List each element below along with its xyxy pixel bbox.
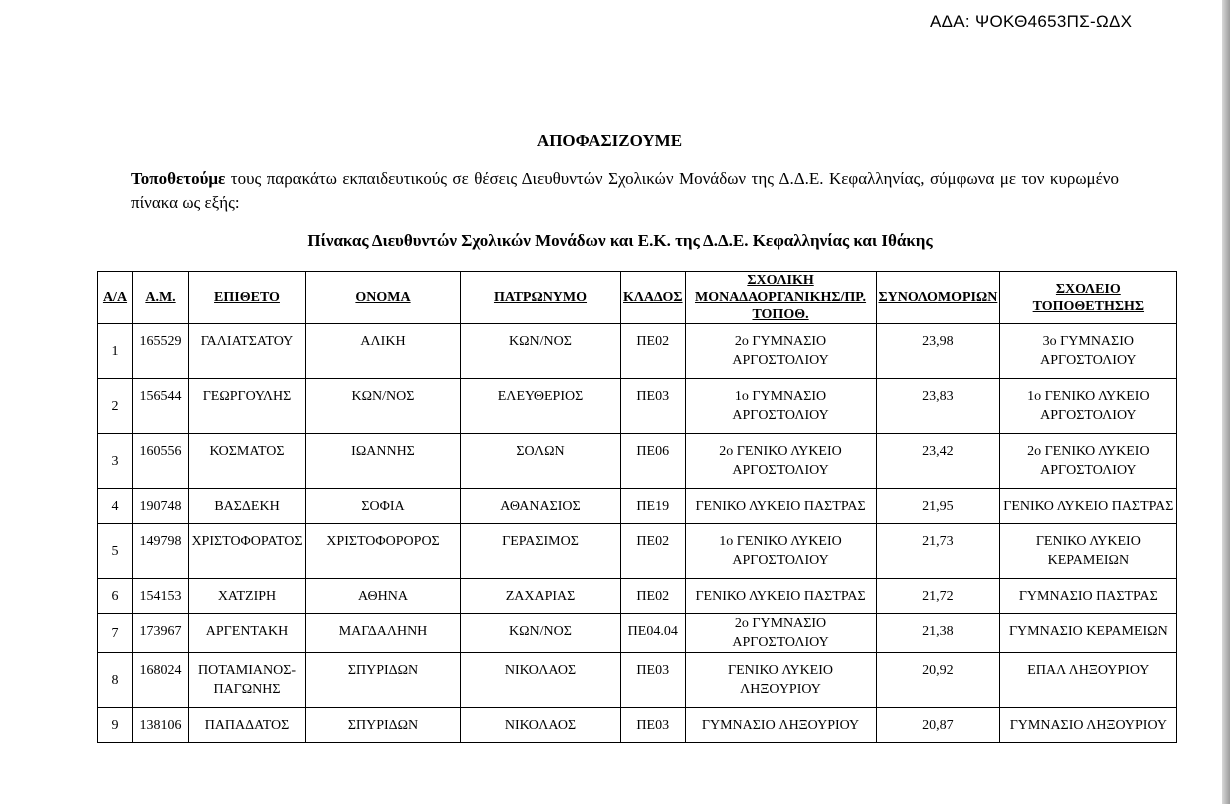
cell-placement: [1000, 524, 1177, 579]
table-row: [98, 653, 1177, 708]
cell-origin-line1: ΓΥΜΝΑΣΙΟ ΛΗΞΟΥΡΙΟΥ: [701, 717, 860, 733]
cell-surname: [189, 708, 306, 743]
table-header-row: [98, 272, 1177, 324]
cell-surname: [189, 434, 306, 489]
cell-am: 160556: [133, 434, 189, 489]
cell-surname: [189, 379, 306, 434]
cell-points: 21,72: [876, 579, 1000, 614]
cell-branch: ΠΕ02: [621, 324, 686, 379]
header-origin-line1: ΣΧΟΛΙΚΗ ΜΟΝΑΔΑ: [694, 273, 814, 305]
cell-placement-line1: ΕΠΑΛ ΛΗΞΟΥΡΙΟΥ: [1027, 663, 1150, 678]
cell-origin-line1: 1ο ΓΥΜΝΑΣΙΟ ΑΡΓΟΣΤΟΛΙΟΥ: [732, 389, 829, 423]
cell-am: 138106: [133, 708, 189, 743]
cell-surname-line2: ΠΑΓΩΝΗΣ: [213, 682, 281, 697]
header-branch: ΚΛΑΔΟΣ: [621, 272, 686, 324]
cell-points: 20,92: [876, 653, 1000, 708]
table-row: [98, 379, 1177, 434]
header-am: Α.Μ.: [133, 272, 189, 324]
cell-name: ΑΛΙΚΗ: [306, 324, 461, 379]
cell-aa: 5: [98, 524, 133, 579]
cell-origin-school: [685, 434, 876, 489]
cell-name: ΜΑΓΔΑΛΗΝΗ: [306, 614, 461, 653]
cell-placement-line1: 1ο ΓΕΝΙΚΟ ΛΥΚΕΙΟ: [1027, 389, 1150, 404]
cell-patronymic: ΕΛΕΥΘΕΡΙΟΣ: [461, 379, 621, 434]
cell-name: ΧΡΙΣΤΟΦΟΡΟΡΟΣ: [306, 524, 461, 579]
cell-surname: [189, 489, 306, 524]
cell-name: ΙΩΑΝΝΗΣ: [306, 434, 461, 489]
cell-origin-school: [685, 489, 876, 524]
cell-surname: [189, 524, 306, 579]
cell-surname-line1: ΓΑΛΙΑΤΣΑΤΟΥ: [200, 334, 294, 349]
cell-points: 20,87: [876, 708, 1000, 743]
header-origin-line2: ΟΡΓΑΝΙΚΗΣ/ΠΡ. ΤΟΠΟΘ.: [752, 290, 867, 322]
decision-heading: ΑΠΟΦΑΣΙΖΟΥΜΕ: [536, 131, 683, 150]
cell-patronymic: ΝΙΚΟΛΑΟΣ: [461, 708, 621, 743]
cell-aa: 1: [98, 324, 133, 379]
cell-placement-line1: ΓΕΝΙΚΟ ΛΥΚΕΙΟ: [1035, 534, 1141, 549]
cell-surname: [189, 579, 306, 614]
cell-branch: ΠΕ03: [621, 653, 686, 708]
cell-surname-line1: ΓΕΩΡΓΟΥΛΗΣ: [202, 389, 292, 404]
cell-placement-line1: ΓΥΜΝΑΣΙΟ ΛΗΞΟΥΡΙΟΥ: [1009, 718, 1167, 733]
cell-name: ΚΩΝ/ΝΟΣ: [306, 379, 461, 434]
cell-am: 190748: [133, 489, 189, 524]
cell-placement: [1000, 614, 1177, 653]
cell-am: 149798: [133, 524, 189, 579]
table-row: [98, 708, 1177, 743]
cell-origin-school: [685, 324, 876, 379]
cell-patronymic: ΝΙΚΟΛΑΟΣ: [461, 653, 621, 708]
cell-origin-school: [685, 708, 876, 743]
header-placement: ΣΧΟΛΕΙΟ ΤΟΠΟΘΕΤΗΣΗΣ: [1000, 272, 1177, 324]
cell-placement-line2: ΑΡΓΟΣΤΟΛΙΟΥ: [1040, 463, 1137, 478]
cell-name: ΣΟΦΙΑ: [306, 489, 461, 524]
cell-origin-line1: 2ο ΓΥΜΝΑΣΙΟ ΑΡΓΟΣΤΟΛΙΟΥ: [732, 334, 829, 368]
cell-origin-school: [685, 579, 876, 614]
cell-surname-line1: ΒΑΣΔΕΚΗ: [214, 499, 280, 514]
cell-patronymic: ΣΟΛΩΝ: [461, 434, 621, 489]
cell-am: 165529: [133, 324, 189, 379]
cell-placement-line1: 3ο ΓΥΜΝΑΣΙΟ: [1042, 334, 1134, 349]
cell-am: 168024: [133, 653, 189, 708]
cell-origin-line2: ΑΡΓΟΣΤΟΛΙΟΥ: [732, 553, 829, 568]
cell-surname-line1: ΠΑΠΑΔΑΤΟΣ: [204, 718, 290, 733]
cell-surname: [189, 324, 306, 379]
cell-aa: 2: [98, 379, 133, 434]
cell-surname-line1: ΧΑΤΖΙΡΗ: [217, 589, 277, 604]
table-row: [98, 434, 1177, 489]
cell-origin-line1: 2ο ΓΥΜΝΑΣΙΟ ΑΡΓΟΣΤΟΛΙΟΥ: [732, 616, 829, 650]
header-points: [876, 272, 1000, 324]
cell-placement: [1000, 653, 1177, 708]
paragraph-body: τους παρακάτω εκπαιδευτικούς σε θέσεις Διευθυντών Σχολικών Μονάδων της Δ.Δ.Ε. Κεφαλληνίας, σύμφωνα με τον κυρωμένο πίνακα ως εξής:: [131, 169, 1119, 212]
paragraph-lead: Τοποθετούμε: [131, 169, 226, 188]
cell-placement-line1: 2ο ΓΕΝΙΚΟ ΛΥΚΕΙΟ: [1027, 444, 1150, 459]
cell-patronymic: ΓΕΡΑΣΙΜΟΣ: [461, 524, 621, 579]
cell-branch: ΠΕ19: [621, 489, 686, 524]
cell-origin-school: [685, 653, 876, 708]
cell-name: ΑΘΗΝΑ: [306, 579, 461, 614]
cell-origin-line1: ΓΕΝΙΚΟ ΛΥΚΕΙΟ ΠΑΣΤΡΑΣ: [695, 588, 866, 604]
cell-aa: 9: [98, 708, 133, 743]
cell-placement: [1000, 324, 1177, 379]
cell-branch: ΠΕ03: [621, 708, 686, 743]
cell-surname-line1: ΚΟΣΜΑΤΟΣ: [209, 444, 285, 459]
cell-aa: 8: [98, 653, 133, 708]
table-row: [98, 524, 1177, 579]
cell-surname-line1: ΑΡΓΕΝΤΑΚΗ: [205, 624, 289, 639]
cell-points: 23,98: [876, 324, 1000, 379]
table-row: [98, 579, 1177, 614]
header-name: ΟΝΟΜΑ: [306, 272, 461, 324]
cell-surname-line1: ΧΡΙΣΤΟΦΟΡΑΤΟΣ: [191, 534, 303, 549]
cell-aa: 4: [98, 489, 133, 524]
cell-aa: 7: [98, 614, 133, 653]
decision-paragraph: [131, 167, 1119, 215]
cell-placement: [1000, 434, 1177, 489]
cell-origin-school: [685, 614, 876, 653]
cell-surname: [189, 614, 306, 653]
cell-points: 23,83: [876, 379, 1000, 434]
cell-origin-line1: 1ο ΓΕΝΙΚΟ ΛΥΚΕΙΟ: [719, 534, 842, 549]
cell-aa: 3: [98, 434, 133, 489]
cell-points: 21,38: [876, 614, 1000, 653]
viewer-scroll-edge: [1222, 0, 1230, 804]
header-origin-school: [685, 272, 876, 324]
cell-placement: [1000, 379, 1177, 434]
header-patronymic: ΠΑΤΡΩΝΥΜΟ: [461, 272, 621, 324]
cell-branch: ΠΕ03: [621, 379, 686, 434]
cell-origin-line1: 2ο ΓΕΝΙΚΟ ΛΥΚΕΙΟ: [719, 444, 842, 459]
cell-origin-line1: ΓΕΝΙΚΟ ΛΥΚΕΙΟ ΠΑΣΤΡΑΣ: [695, 498, 866, 514]
cell-branch: ΠΕ06: [621, 434, 686, 489]
cell-patronymic: ΚΩΝ/ΝΟΣ: [461, 324, 621, 379]
cell-placement: [1000, 708, 1177, 743]
cell-surname-line1: ΠΟΤΑΜΙΑΝΟΣ-: [197, 663, 296, 678]
header-points-line2: ΜΟΡΙΩΝ: [937, 290, 998, 305]
cell-placement-line2: ΑΡΓΟΣΤΟΛΙΟΥ: [1040, 408, 1137, 423]
ada-code: ΑΔΑ: ΨΟΚΘ4653ΠΣ-ΩΔΧ: [930, 12, 1133, 31]
cell-origin-school: [685, 379, 876, 434]
cell-aa: 6: [98, 579, 133, 614]
cell-placement: [1000, 579, 1177, 614]
cell-am: 173967: [133, 614, 189, 653]
cell-name: ΣΠΥΡΙΔΩΝ: [306, 653, 461, 708]
placement-table: [97, 271, 1177, 743]
cell-surname: [189, 653, 306, 708]
cell-am: 154153: [133, 579, 189, 614]
cell-origin-line2: ΑΡΓΟΣΤΟΛΙΟΥ: [732, 463, 829, 478]
table-title: Πίνακας Διευθυντών Σχολικών Μονάδων και Ε.Κ. της Δ.Δ.Ε. Κεφαλληνίας και Ιθάκης: [307, 231, 933, 250]
cell-origin-school: [685, 524, 876, 579]
cell-origin-line1: ΓΕΝΙΚΟ ΛΥΚΕΙΟ ΛΗΞΟΥΡΙΟΥ: [728, 663, 834, 697]
cell-placement-line2: ΚΕΡΑΜΕΙΩΝ: [1047, 553, 1130, 568]
cell-branch: ΠΕ02: [621, 524, 686, 579]
cell-points: 21,73: [876, 524, 1000, 579]
cell-branch: ΠΕ02: [621, 579, 686, 614]
header-points-line1: ΣΥΝΟΛΟ: [878, 290, 938, 305]
table-row: [98, 324, 1177, 379]
cell-placement-line1: ΓΕΝΙΚΟ ΛΥΚΕΙΟ ΠΑΣΤΡΑΣ: [1003, 499, 1174, 514]
cell-name: ΣΠΥΡΙΔΩΝ: [306, 708, 461, 743]
cell-points: 23,42: [876, 434, 1000, 489]
cell-branch: ΠΕ04.04: [621, 614, 686, 653]
cell-am: 156544: [133, 379, 189, 434]
cell-placement-line2: ΑΡΓΟΣΤΟΛΙΟΥ: [1040, 353, 1137, 368]
table-row: [98, 614, 1177, 653]
cell-patronymic: ΑΘΑΝΑΣΙΟΣ: [461, 489, 621, 524]
header-aa: Α/Α: [98, 272, 133, 324]
cell-placement-line1: ΓΥΜΝΑΣΙΟ ΚΕΡΑΜΕΙΩΝ: [1008, 624, 1168, 639]
header-surname: ΕΠΙΘΕΤΟ: [189, 272, 306, 324]
cell-placement-line1: ΓΥΜΝΑΣΙΟ ΠΑΣΤΡΑΣ: [1018, 589, 1158, 604]
cell-patronymic: ΚΩΝ/ΝΟΣ: [461, 614, 621, 653]
cell-placement: [1000, 489, 1177, 524]
cell-patronymic: ΖΑΧΑΡΙΑΣ: [461, 579, 621, 614]
cell-points: 21,95: [876, 489, 1000, 524]
table-row: [98, 489, 1177, 524]
